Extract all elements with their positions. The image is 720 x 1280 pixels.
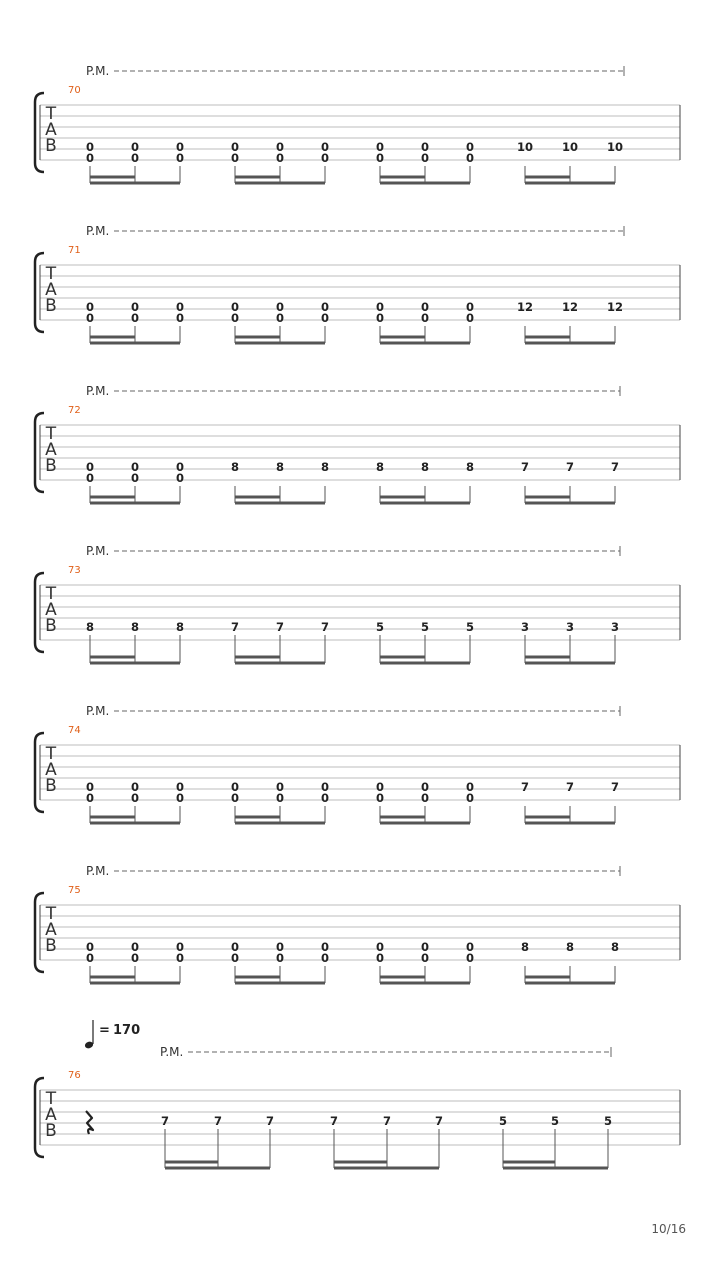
fret-number: 8: [85, 620, 95, 634]
beam-group: [380, 326, 470, 343]
measure-number: 75: [68, 885, 81, 896]
fret-number: 0: [375, 940, 385, 954]
fret-number: 7: [565, 780, 575, 794]
fret-number: 0: [420, 311, 430, 325]
fret-number: 0: [420, 300, 430, 314]
fret-number: 0: [85, 940, 95, 954]
beam-group: [90, 966, 180, 983]
tempo-marking: [84, 1020, 140, 1049]
beam-group: [525, 635, 615, 663]
beam-group: [90, 486, 180, 503]
tab-clef-letter: B: [45, 1121, 57, 1141]
fret-number: 0: [130, 151, 140, 165]
fret-number: 0: [320, 300, 330, 314]
fret-number: 0: [275, 311, 285, 325]
beam-group: [525, 326, 615, 343]
fret-number: 3: [520, 620, 530, 634]
fret-number: 0: [465, 311, 475, 325]
tempo-bpm: 170: [113, 1023, 141, 1038]
fret-number: 8: [465, 460, 475, 474]
palm-mute-label: P.M.: [86, 544, 110, 558]
fret-number: 0: [375, 791, 385, 805]
beam-group: [90, 326, 180, 343]
measure-number: 74: [68, 725, 81, 736]
fret-number: 0: [420, 791, 430, 805]
fret-number: 0: [320, 140, 330, 154]
fret-number: 8: [320, 460, 330, 474]
tab-system: [35, 64, 680, 183]
fret-number: 7: [565, 460, 575, 474]
fret-number: 0: [85, 951, 95, 965]
palm-mute-label: P.M.: [86, 864, 110, 878]
fret-number: 0: [175, 951, 185, 965]
tab-clef-letter: B: [45, 296, 57, 316]
fret-number: 7: [213, 1114, 223, 1128]
fret-number: 8: [520, 940, 530, 954]
fret-number: 5: [498, 1114, 508, 1128]
tab-system: [35, 704, 680, 823]
beam-group: [235, 806, 325, 823]
fret-number: 5: [550, 1114, 560, 1128]
fret-number: 0: [85, 471, 95, 485]
fret-number: 0: [230, 780, 240, 794]
palm-mute-label: P.M.: [86, 64, 110, 78]
tab-clef-letter: A: [45, 440, 57, 460]
fret-number: 12: [561, 300, 579, 314]
fret-number: 0: [230, 151, 240, 165]
tab-clef-letter: B: [45, 136, 57, 156]
tab-clef-letter: T: [45, 904, 57, 924]
fret-number: 0: [420, 780, 430, 794]
tab-clef-letter: B: [45, 616, 57, 636]
fret-number: 0: [275, 780, 285, 794]
fret-number: 12: [516, 300, 534, 314]
page-number: 10/16: [651, 1222, 686, 1236]
tab-clef-letter: T: [45, 1089, 57, 1109]
tab-clef-letter: A: [45, 760, 57, 780]
tab-clef-letter: T: [45, 264, 57, 284]
fret-number: 0: [230, 951, 240, 965]
fret-number: 0: [275, 951, 285, 965]
beam-group: [235, 166, 325, 183]
beam-group: [235, 635, 325, 663]
tab-clef-letter: T: [45, 424, 57, 444]
fret-number: 0: [320, 311, 330, 325]
fret-number: 0: [465, 940, 475, 954]
fret-number: 0: [375, 311, 385, 325]
fret-number: 0: [275, 791, 285, 805]
fret-number: 5: [603, 1114, 613, 1128]
fret-number: 7: [320, 620, 330, 634]
fret-number: 5: [420, 620, 430, 634]
fret-number: 7: [610, 460, 620, 474]
beam-group: [380, 966, 470, 983]
beam-group: [525, 166, 615, 183]
measure-number: 73: [68, 565, 81, 576]
fret-number: 0: [130, 940, 140, 954]
fret-number: 0: [420, 151, 430, 165]
fret-number: 0: [130, 780, 140, 794]
fret-number: 0: [420, 940, 430, 954]
fret-number: 0: [320, 940, 330, 954]
tab-system: [35, 1020, 680, 1168]
fret-number: 0: [130, 460, 140, 474]
palm-mute-label: P.M.: [160, 1045, 184, 1059]
beam-group: [380, 635, 470, 663]
tab-system: [35, 864, 680, 983]
fret-number: 0: [230, 791, 240, 805]
tab-clef-letter: A: [45, 920, 57, 940]
beam-group: [235, 486, 325, 503]
fret-number: 8: [420, 460, 430, 474]
tab-system: [35, 544, 680, 663]
tempo-equals: =: [99, 1023, 110, 1038]
fret-number: 0: [85, 460, 95, 474]
tab-clef-letter: B: [45, 776, 57, 796]
beam-group: [235, 326, 325, 343]
fret-number: 0: [175, 151, 185, 165]
beam-group: [525, 966, 615, 983]
fret-number: 10: [561, 140, 579, 154]
fret-number: 7: [434, 1114, 444, 1128]
beam-group: [503, 1129, 608, 1168]
fret-number: 0: [85, 140, 95, 154]
fret-number: 8: [275, 460, 285, 474]
fret-number: 8: [565, 940, 575, 954]
fret-number: 0: [375, 951, 385, 965]
fret-number: 7: [520, 780, 530, 794]
fret-number: 0: [275, 151, 285, 165]
measure-number: 71: [68, 245, 81, 256]
tab-clef-letter: B: [45, 936, 57, 956]
tab-clef-letter: T: [45, 744, 57, 764]
fret-number: 0: [175, 471, 185, 485]
fret-number: 0: [130, 791, 140, 805]
fret-number: 0: [130, 300, 140, 314]
fret-number: 0: [375, 140, 385, 154]
fret-number: 0: [230, 140, 240, 154]
fret-number: 7: [275, 620, 285, 634]
tab-clef-letter: A: [45, 280, 57, 300]
fret-number: 5: [375, 620, 385, 634]
tab-clef-letter: T: [45, 584, 57, 604]
fret-number: 0: [420, 951, 430, 965]
fret-number: 0: [320, 791, 330, 805]
fret-number: 3: [610, 620, 620, 634]
fret-number: 0: [85, 151, 95, 165]
fret-number: 0: [85, 791, 95, 805]
fret-number: 0: [465, 780, 475, 794]
fret-number: 0: [175, 300, 185, 314]
measure-number: 72: [68, 405, 81, 416]
fret-number: 0: [230, 311, 240, 325]
fret-number: 0: [465, 151, 475, 165]
fret-number: 7: [329, 1114, 339, 1128]
fret-number: 7: [520, 460, 530, 474]
fret-number: 0: [465, 951, 475, 965]
fret-number: 0: [230, 300, 240, 314]
fret-number: 0: [320, 780, 330, 794]
fret-number: 7: [230, 620, 240, 634]
fret-number: 0: [230, 940, 240, 954]
beam-group: [380, 166, 470, 183]
beam-group: [380, 486, 470, 503]
fret-number: 8: [230, 460, 240, 474]
fret-number: 0: [465, 300, 475, 314]
fret-number: 3: [565, 620, 575, 634]
tab-clef-letter: T: [45, 104, 57, 124]
fret-number: 0: [465, 791, 475, 805]
palm-mute-label: P.M.: [86, 224, 110, 238]
fret-number: 10: [606, 140, 624, 154]
fret-number: 0: [275, 140, 285, 154]
fret-number: 0: [465, 140, 475, 154]
measure-number: 76: [68, 1070, 81, 1081]
fret-number: 0: [175, 780, 185, 794]
fret-number: 0: [375, 151, 385, 165]
fret-number: 0: [130, 140, 140, 154]
beam-group: [90, 166, 180, 183]
fret-number: 0: [320, 951, 330, 965]
tab-clef-letter: A: [45, 600, 57, 620]
fret-number: 0: [175, 791, 185, 805]
palm-mute-label: P.M.: [86, 704, 110, 718]
fret-number: 0: [130, 951, 140, 965]
fret-number: 0: [130, 311, 140, 325]
fret-number: 7: [610, 780, 620, 794]
tab-clef-letter: B: [45, 456, 57, 476]
beam-group: [235, 966, 325, 983]
palm-mute-label: P.M.: [86, 384, 110, 398]
fret-number: 0: [175, 311, 185, 325]
fret-number: 0: [320, 151, 330, 165]
beam-group: [525, 486, 615, 503]
beam-group: [380, 806, 470, 823]
fret-number: 0: [375, 780, 385, 794]
fret-number: 0: [420, 140, 430, 154]
fret-number: 0: [85, 300, 95, 314]
beam-group: [165, 1129, 270, 1168]
fret-number: 0: [175, 140, 185, 154]
fret-number: 0: [130, 471, 140, 485]
fret-number: 8: [130, 620, 140, 634]
tab-clef-letter: A: [45, 1105, 57, 1125]
fret-number: 7: [265, 1114, 275, 1128]
beam-group: [90, 806, 180, 823]
beam-group: [525, 806, 615, 823]
fret-number: 0: [85, 311, 95, 325]
fret-number: 8: [175, 620, 185, 634]
fret-number: 7: [160, 1114, 170, 1128]
fret-number: 8: [375, 460, 385, 474]
fret-number: 8: [610, 940, 620, 954]
fret-number: 10: [516, 140, 534, 154]
fret-number: 0: [85, 780, 95, 794]
tab-system: [35, 224, 680, 343]
tab-clef-letter: A: [45, 120, 57, 140]
tab-system: [35, 384, 680, 503]
beam-group: [90, 635, 180, 663]
fret-number: 0: [275, 300, 285, 314]
fret-number: 0: [175, 460, 185, 474]
fret-number: 0: [275, 940, 285, 954]
measure-number: 70: [68, 85, 81, 96]
fret-number: 7: [382, 1114, 392, 1128]
fret-number: 0: [375, 300, 385, 314]
fret-number: 5: [465, 620, 475, 634]
fret-number: 0: [175, 940, 185, 954]
beam-group: [334, 1129, 439, 1168]
fret-number: 12: [606, 300, 624, 314]
